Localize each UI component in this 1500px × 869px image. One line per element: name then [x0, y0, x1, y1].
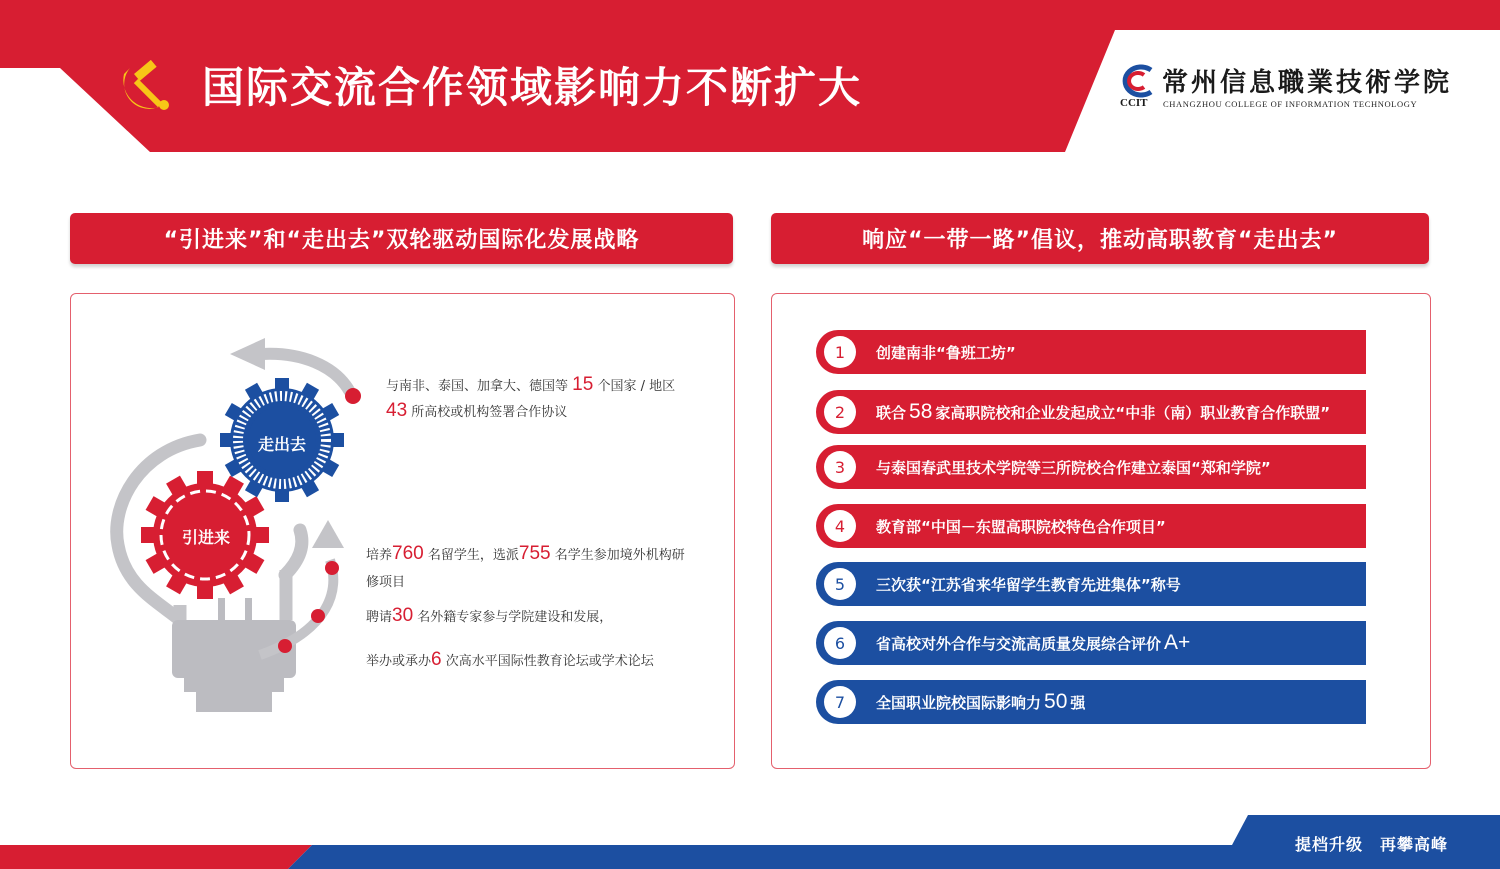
- stat-students: 培养760 名留学生，选派755 名学生参加境外机构研: [366, 543, 685, 564]
- item-number: 7: [824, 686, 856, 718]
- item-number: 3: [824, 451, 856, 483]
- logo-chinese-name: 常州信息職業技術学院: [1162, 68, 1453, 98]
- list-item: [816, 330, 1366, 374]
- list-item: [816, 621, 1366, 665]
- logo-english-name: CHANGZHOU COLLEGE OF INFORMATION TECHNOLOGY: [1163, 99, 1418, 109]
- item-number: 4: [824, 510, 856, 542]
- stat-forums: 举办或承办6 次高水平国际性教育论坛或学术论坛: [366, 649, 654, 670]
- item-number: 1: [824, 336, 856, 368]
- ccit-logo-icon: [1117, 64, 1157, 98]
- left-section-heading: “引进来”和“走出去”双轮驱动国际化发展战略: [70, 213, 733, 264]
- gears-lightbulb-illustration: [100, 330, 370, 720]
- item-number: 2: [824, 396, 856, 428]
- right-section-heading: 响应“一带一路”倡议，推动高职教育“走出去”: [771, 213, 1429, 264]
- item-text: 创建南非“鲁班工坊”: [876, 343, 1016, 362]
- list-item: [816, 562, 1366, 606]
- logo-abbreviation: CCIT: [1120, 97, 1148, 109]
- item-text: 省高校对外合作与交流高质量发展综合评价 A+: [876, 631, 1191, 654]
- item-number: 5: [824, 568, 856, 600]
- item-number: 6: [824, 627, 856, 659]
- stat-agreements: 43 所高校或机构签署合作协议: [386, 400, 568, 421]
- stat-students-cont: 修项目: [366, 575, 406, 590]
- list-item: [816, 504, 1366, 548]
- gear-out-label: 走出去: [258, 435, 307, 454]
- gear-in-label: 引进来: [182, 528, 231, 547]
- hammer-sickle-icon: [112, 60, 182, 115]
- footer-slogan: 提档升级 再攀高峰: [1294, 835, 1448, 854]
- item-text: 全国职业院校国际影响力 50 强: [876, 690, 1086, 713]
- stat-partner-countries: 与南非、泰国、加拿大、德国等 15 个国家 / 地区: [386, 374, 676, 395]
- list-item: [816, 390, 1366, 434]
- page-title: 国际交流合作领域影响力不断扩大: [202, 63, 863, 112]
- stat-experts: 聘请30 名外籍专家参与学院建设和发展，: [366, 605, 613, 626]
- item-text: 教育部“中国－东盟高职院校特色合作项目”: [876, 517, 1166, 536]
- list-item: [816, 680, 1366, 724]
- item-text: 与泰国春武里技术学院等三所院校合作建立泰国“郑和学院”: [876, 458, 1271, 477]
- list-item: [816, 445, 1366, 489]
- item-text: 联合 58 家高职院校和企业发起成立“中非（南）职业教育合作联盟”: [876, 400, 1331, 423]
- item-text: 三次获“江苏省来华留学生教育先进集体”称号: [876, 575, 1181, 594]
